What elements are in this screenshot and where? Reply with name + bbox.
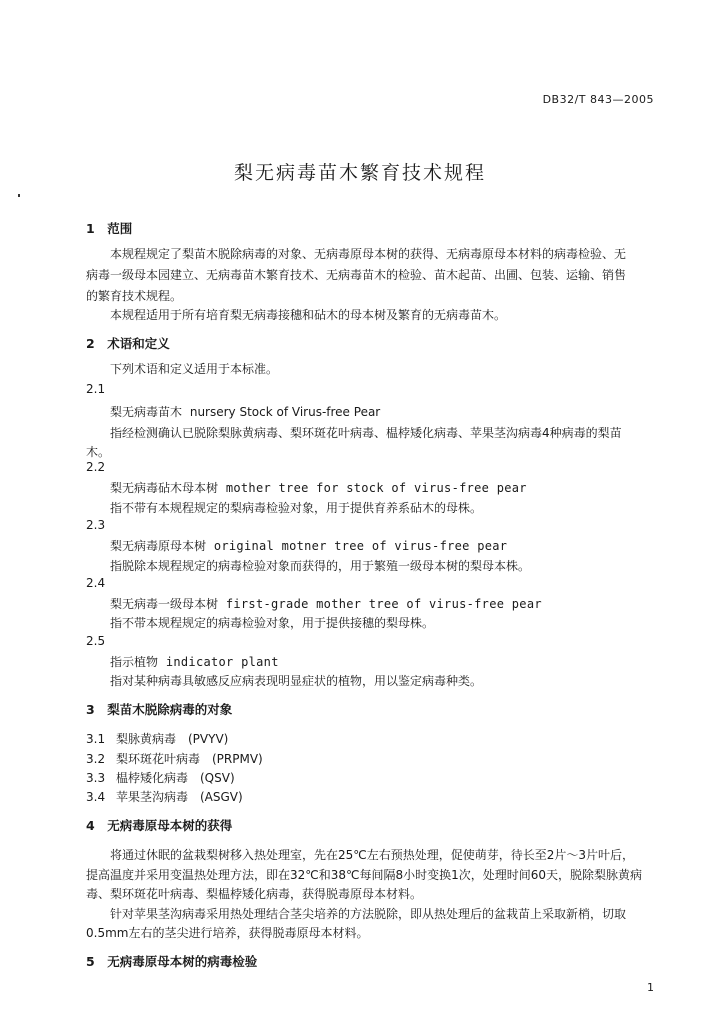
section-4-para-1-line-1: 将通过休眠的盆栽梨树移入热处理室，先在25℃左右预热处理，促使萌芽，待长至2片～3片叶后， [110,848,635,862]
standard-number: DB32/T 843—2005 [542,93,654,106]
term-2-2-def: 指不带有本规程规定的梨病毒检验对象，用于提供育养系砧木的母株。 [110,501,483,515]
section-1-para-1-line-1: 本规程规定了梨苗木脱除病毒的对象、无病毒原母本树的获得、无病毒原母本材料的病毒检验、无 [110,247,627,261]
term-2-1-zh: 梨无病毒苗木 [110,405,183,419]
item-3-4-text: 苹果茎沟病毒 (ASGV) [116,790,243,804]
list-item [86,788,243,805]
list-item [86,730,228,747]
term-2-5-en: indicator plant [165,655,279,669]
term-2-4-zh: 梨无病毒一级母本树 [110,597,219,611]
term-2-5-zh: 指示植物 [110,655,159,669]
section-1-heading: 1 范围 [86,221,133,236]
section-1-para-1-line-2: 病毒一级母本园建立、无病毒苗木繁育技术、无病毒苗木的检验、苗木起苗、出圃、包装、运输、销售 [86,268,627,282]
term-2-3-number: 2.3 [86,518,106,532]
term-2-3-zh: 梨无病毒原母本树 [110,539,207,553]
term-2-2-number: 2.2 [86,460,106,474]
term-2-1-def-line-2: 木。 [86,445,111,459]
section-1-para-2: 本规程适用于所有培育梨无病毒接穗和砧木的母本树及繁育的无病毒苗木。 [110,308,507,322]
item-3-3-number: 3.3 [86,771,106,785]
term-2-5 [110,653,279,670]
term-2-5-def: 指对某种病毒具敏感反应病表现明显症状的植物，用以鉴定病毒种类。 [110,674,483,688]
list-item [86,750,263,767]
section-3-heading: 3 梨苗木脱除病毒的对象 [86,702,233,717]
term-2-5-number: 2.5 [86,634,106,648]
term-2-1 [110,403,380,420]
term-2-1-number: 2.1 [86,382,106,396]
item-3-1-number: 3.1 [86,732,106,746]
term-2-4-def: 指不带本规程规定的病毒检验对象，用于提供接穗的梨母株。 [110,616,435,630]
section-4-heading: 4 无病毒原母本树的获得 [86,818,233,833]
item-3-4-number: 3.4 [86,790,106,804]
section-1-para-1-line-3: 的繁育技术规程。 [86,289,183,303]
item-3-2-text: 梨环斑花叶病毒 (PRPMV) [116,752,263,766]
term-2-4-en: first-grade mother tree of virus-free pear [225,597,542,611]
item-3-2-number: 3.2 [86,752,106,766]
term-2-2 [110,479,527,496]
page-number: 1 [647,981,654,994]
section-4-para-2-line-2: 0.5mm左右的茎尖进行培养，获得脱毒原母本材料。 [86,926,369,940]
term-2-3-def: 指脱除本规程规定的病毒检验对象而获得的，用于繁殖一级母本树的梨母本株。 [110,559,531,573]
term-2-1-def-line-1: 指经检测确认已脱除梨脉黄病毒、梨环斑花叶病毒、榅桲矮化病毒、苹果茎沟病毒4种病毒的梨苗 [110,426,622,440]
section-4-para-2-line-1: 针对苹果茎沟病毒采用热处理结合茎尖培养的方法脱除，即从热处理后的盆栽苗上采取新梢，切取 [110,907,627,921]
list-item [86,769,235,786]
section-2-intro: 下列术语和定义适用于本标准。 [110,362,279,376]
term-2-2-en: mother tree for stock of virus-free pear [225,481,527,495]
item-3-3-text: 榅桲矮化病毒 (QSV) [116,771,235,785]
term-2-3 [110,537,507,554]
section-4-para-1-line-3: 毒、梨环斑花叶病毒、梨榅桲矮化病毒，获得脱毒原母本材料。 [86,887,423,901]
section-2-heading: 2 术语和定义 [86,336,170,351]
term-2-1-en: nursery Stock of Virus-free Pear [189,405,381,419]
scan-speck [18,194,20,197]
item-3-1-text: 梨脉黄病毒 (PVYV) [116,732,229,746]
section-5-heading: 5 无病毒原母本树的病毒检验 [86,954,258,969]
term-2-3-en: original motner tree of virus-free pear [213,539,508,553]
section-4-para-1-line-2: 提高温度并采用变温热处理方法，即在32℃和38℃每间隔8小时变换1次，处理时间60天，脱除梨脉黄病 [86,868,643,882]
document-title: 梨无病毒苗木繁育技术规程 [233,162,486,184]
term-2-2-zh: 梨无病毒砧木母本树 [110,481,219,495]
term-2-4-number: 2.4 [86,576,106,590]
term-2-4 [110,595,542,612]
